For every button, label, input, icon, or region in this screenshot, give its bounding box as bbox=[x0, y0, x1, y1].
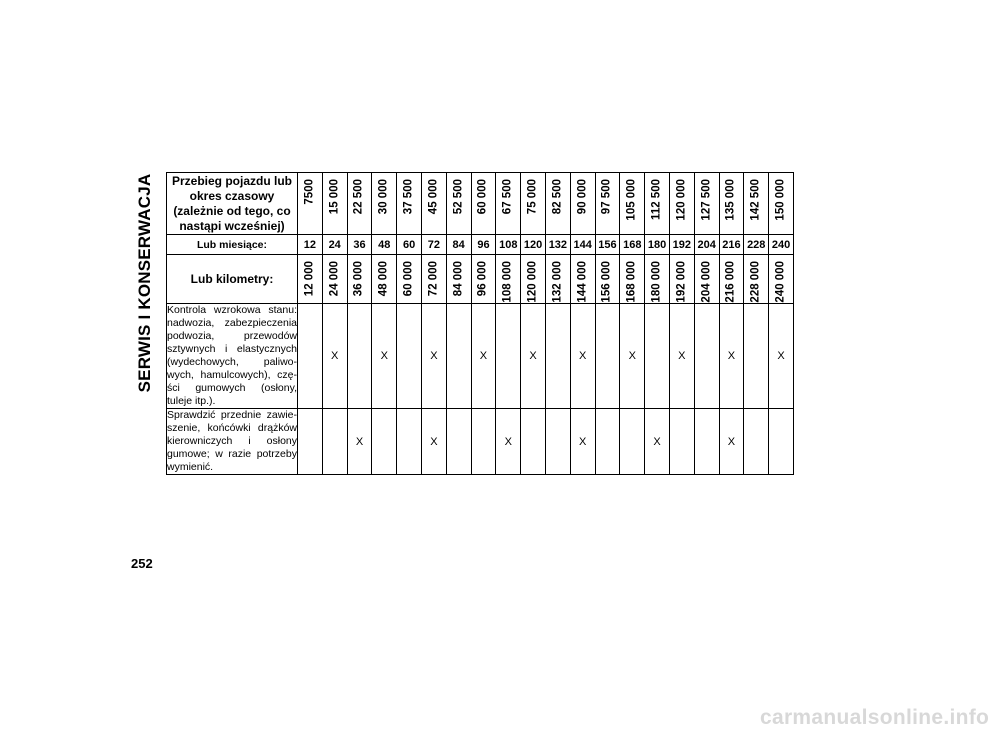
km-value: 12 000 bbox=[303, 261, 316, 297]
mileage-value: 90 000 bbox=[575, 179, 588, 215]
service-mark: X bbox=[719, 304, 744, 409]
service-description: Sprawdzić przednie zawie- szenie, końcówki drążków kierowniczych i osłony gumowe; w razie potrzeby wymienić. bbox=[167, 409, 297, 473]
km-cell bbox=[744, 255, 769, 304]
km-cell bbox=[769, 255, 794, 304]
service-mark bbox=[769, 409, 794, 475]
service-row bbox=[167, 409, 794, 475]
months-value: 48 bbox=[372, 235, 397, 255]
mileage-value: 127 500 bbox=[699, 179, 712, 221]
service-mark bbox=[397, 409, 422, 475]
km-value: 192 000 bbox=[675, 261, 688, 303]
service-description: Kontrola wzrokowa stanu: nadwozia, zabezpieczenia podwozia, przewodów sztywnych i elastycznych (wydechowych, paliwo- wych, hamulcowych), czę- ści gumowych (osłony, tuleje itp.). bbox=[167, 304, 297, 407]
km-cell bbox=[620, 255, 645, 304]
mileage-value: 22 500 bbox=[352, 179, 365, 215]
mileage-value: 142 500 bbox=[749, 179, 762, 221]
km-label: Lub kilometry: bbox=[167, 255, 298, 304]
service-mark bbox=[694, 409, 719, 475]
km-cell bbox=[521, 255, 546, 304]
months-value: 12 bbox=[298, 235, 323, 255]
mileage-value: 45 000 bbox=[427, 179, 440, 215]
months-value: 216 bbox=[719, 235, 744, 255]
service-mark bbox=[322, 409, 347, 475]
service-mark bbox=[545, 409, 570, 475]
service-mark: X bbox=[347, 409, 372, 475]
mileage-value: 30 000 bbox=[377, 179, 390, 215]
mileage-cell bbox=[744, 173, 769, 235]
mileage-cell bbox=[669, 173, 694, 235]
km-value: 60 000 bbox=[402, 261, 415, 297]
service-mark bbox=[595, 304, 620, 409]
km-cell bbox=[645, 255, 670, 304]
page-number: 252 bbox=[131, 556, 153, 571]
months-value: 96 bbox=[471, 235, 496, 255]
service-mark: X bbox=[322, 304, 347, 409]
km-value: 156 000 bbox=[600, 261, 613, 303]
km-value: 84 000 bbox=[451, 261, 464, 297]
mileage-cell bbox=[719, 173, 744, 235]
km-cell bbox=[298, 255, 323, 304]
mileage-value: 7500 bbox=[303, 179, 316, 205]
service-mark bbox=[645, 304, 670, 409]
months-label: Lub miesiące: bbox=[167, 235, 298, 255]
km-cell bbox=[421, 255, 446, 304]
months-value: 144 bbox=[570, 235, 595, 255]
km-value: 72 000 bbox=[427, 261, 440, 297]
service-mark bbox=[620, 409, 645, 475]
months-value: 60 bbox=[397, 235, 422, 255]
mileage-cell bbox=[521, 173, 546, 235]
months-row bbox=[167, 235, 794, 255]
service-mark: X bbox=[769, 304, 794, 409]
km-cell bbox=[694, 255, 719, 304]
months-value: 24 bbox=[322, 235, 347, 255]
mileage-value: 60 000 bbox=[476, 179, 489, 215]
service-mark: X bbox=[570, 409, 595, 475]
header-label: Przebieg pojazdu lub okres czasowy (zależnie od tego, co nastąpi wcześniej) bbox=[167, 173, 298, 235]
km-cell bbox=[669, 255, 694, 304]
mileage-value: 52 500 bbox=[451, 179, 464, 215]
service-mark bbox=[496, 304, 521, 409]
service-mark: X bbox=[620, 304, 645, 409]
mileage-cell bbox=[769, 173, 794, 235]
mileage-value: 150 000 bbox=[774, 179, 787, 221]
service-mark bbox=[694, 304, 719, 409]
mileage-value: 82 500 bbox=[551, 179, 564, 215]
months-value: 228 bbox=[744, 235, 769, 255]
service-mark bbox=[446, 409, 471, 475]
km-value: 204 000 bbox=[699, 261, 712, 303]
mileage-cell bbox=[446, 173, 471, 235]
km-cell bbox=[347, 255, 372, 304]
km-cell bbox=[719, 255, 744, 304]
mileage-cell bbox=[645, 173, 670, 235]
service-mark bbox=[744, 304, 769, 409]
mileage-value: 120 000 bbox=[675, 179, 688, 221]
mileage-value: 105 000 bbox=[625, 179, 638, 221]
service-mark bbox=[744, 409, 769, 475]
months-value: 192 bbox=[669, 235, 694, 255]
km-value: 132 000 bbox=[551, 261, 564, 303]
km-cell bbox=[322, 255, 347, 304]
mileage-value: 37 500 bbox=[402, 179, 415, 215]
km-value: 228 000 bbox=[749, 261, 762, 303]
service-mark bbox=[669, 409, 694, 475]
service-mark bbox=[372, 409, 397, 475]
km-cell bbox=[471, 255, 496, 304]
km-cell bbox=[545, 255, 570, 304]
service-mark bbox=[545, 304, 570, 409]
km-value: 144 000 bbox=[575, 261, 588, 303]
km-value: 24 000 bbox=[327, 261, 340, 297]
mileage-cell bbox=[372, 173, 397, 235]
mileage-cell bbox=[694, 173, 719, 235]
mileage-header-row bbox=[167, 173, 794, 235]
mileage-value: 15 000 bbox=[327, 179, 340, 215]
service-mark bbox=[521, 409, 546, 475]
section-title bbox=[130, 172, 160, 394]
service-mark bbox=[446, 304, 471, 409]
service-mark: X bbox=[645, 409, 670, 475]
watermark: carmanualsonline.info bbox=[760, 706, 989, 729]
service-mark bbox=[595, 409, 620, 475]
mileage-cell bbox=[595, 173, 620, 235]
service-mark: X bbox=[421, 409, 446, 475]
service-mark bbox=[471, 409, 496, 475]
service-mark: X bbox=[669, 304, 694, 409]
months-value: 168 bbox=[620, 235, 645, 255]
km-cell bbox=[372, 255, 397, 304]
kilometers-row bbox=[167, 255, 794, 304]
mileage-cell bbox=[471, 173, 496, 235]
service-mark bbox=[298, 304, 323, 409]
mileage-value: 75 000 bbox=[526, 179, 539, 215]
months-value: 36 bbox=[347, 235, 372, 255]
months-value: 204 bbox=[694, 235, 719, 255]
km-value: 48 000 bbox=[377, 261, 390, 297]
service-mark: X bbox=[719, 409, 744, 475]
mileage-value: 112 500 bbox=[650, 179, 663, 220]
km-value: 168 000 bbox=[625, 261, 638, 303]
km-value: 108 000 bbox=[501, 261, 514, 303]
mileage-cell bbox=[421, 173, 446, 235]
mileage-cell bbox=[620, 173, 645, 235]
months-value: 72 bbox=[421, 235, 446, 255]
months-value: 240 bbox=[769, 235, 794, 255]
service-mark: X bbox=[421, 304, 446, 409]
section-title-text: SERWIS I KONSERWACJA bbox=[135, 173, 154, 393]
mileage-cell bbox=[496, 173, 521, 235]
months-value: 132 bbox=[545, 235, 570, 255]
mileage-cell bbox=[570, 173, 595, 235]
km-value: 180 000 bbox=[650, 261, 663, 303]
months-value: 180 bbox=[645, 235, 670, 255]
service-mark: X bbox=[570, 304, 595, 409]
months-value: 156 bbox=[595, 235, 620, 255]
mileage-cell bbox=[397, 173, 422, 235]
mileage-value: 135 000 bbox=[724, 179, 737, 221]
km-cell bbox=[570, 255, 595, 304]
months-value: 84 bbox=[446, 235, 471, 255]
km-cell bbox=[595, 255, 620, 304]
months-value: 108 bbox=[496, 235, 521, 255]
mileage-value: 97 500 bbox=[600, 179, 613, 215]
service-mark: X bbox=[372, 304, 397, 409]
mileage-value: 67 500 bbox=[501, 179, 514, 215]
mileage-cell bbox=[298, 173, 323, 235]
km-value: 240 000 bbox=[774, 261, 787, 303]
service-mark: X bbox=[521, 304, 546, 409]
service-mark bbox=[298, 409, 323, 475]
service-mark bbox=[397, 304, 422, 409]
km-cell bbox=[446, 255, 471, 304]
km-value: 96 000 bbox=[476, 261, 489, 297]
service-row bbox=[167, 304, 794, 409]
service-mark: X bbox=[471, 304, 496, 409]
mileage-cell bbox=[347, 173, 372, 235]
maintenance-schedule-table bbox=[166, 172, 794, 475]
km-cell bbox=[397, 255, 422, 304]
km-cell bbox=[496, 255, 521, 304]
km-value: 36 000 bbox=[352, 261, 365, 297]
months-value: 120 bbox=[521, 235, 546, 255]
km-value: 216 000 bbox=[724, 261, 737, 303]
service-mark: X bbox=[496, 409, 521, 475]
service-mark bbox=[347, 304, 372, 409]
mileage-cell bbox=[545, 173, 570, 235]
km-value: 120 000 bbox=[526, 261, 539, 303]
mileage-cell bbox=[322, 173, 347, 235]
